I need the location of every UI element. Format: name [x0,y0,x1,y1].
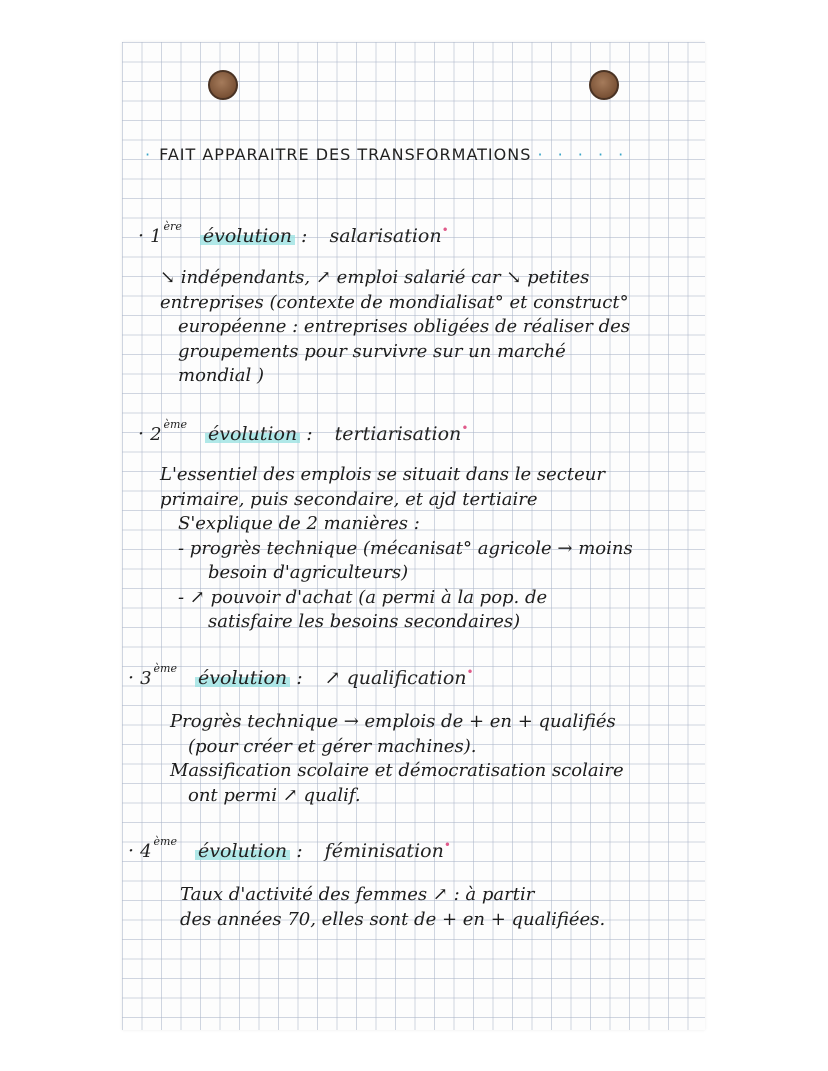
section-2-heading [138,418,468,445]
section-2-body [160,463,633,635]
body-line: L'essentiel des emplois se situait dans le secteur [160,464,605,485]
body-line: primaire, puis secondaire, et ajd tertiaire [160,488,538,510]
body-line: Taux d'activité des femmes ↗ : à partir [180,884,535,905]
section-label: évolution [195,667,290,689]
section-colon: : [296,840,303,862]
section-sup: ème [153,835,177,848]
body-line: ↘ indépendants, ↗ emploi salarié car ↘ petites [160,267,590,288]
section-label: évolution [195,840,290,862]
body-line: ont permi ↗ qualif. [188,784,361,806]
section-topic: tertiarisation [334,423,462,445]
section-sup: ème [153,662,177,675]
section-number: 1 [150,226,162,247]
section-topic: ↗ qualification [324,667,467,689]
body-line: Progrès technique → emplois de + en + qualifiés [170,711,616,732]
binder-hole-right [589,70,619,100]
section-4-body [180,883,605,932]
section-topic: salarisation [329,225,442,247]
title-bullet: · [145,145,152,164]
section-number: 4 [140,841,152,862]
body-line: satisfaire les besoins secondaires) [208,611,521,632]
body-line: entreprises (contexte de mondialisat° et construct° [160,291,629,313]
section-bullet: · [138,225,145,247]
section-1-heading [138,220,449,247]
title-dots: · · · · · [537,145,629,164]
pink-mark: • [461,421,469,435]
section-label: évolution [205,423,300,445]
body-line: européenne : entreprises obligées de réaliser des [178,316,631,337]
section-3-heading [128,662,474,689]
pink-mark: • [443,838,451,852]
body-line: des années 70, elles sont de + en + qualifiées. [180,908,606,930]
binder-hole-left [208,70,238,100]
section-bullet: · [128,840,135,862]
section-3-body [170,710,624,808]
body-line: - progrès technique (mécanisat° agricole → moins [178,537,633,559]
section-bullet: · [128,667,135,689]
body-line: groupements pour survivre sur un marché [178,340,566,362]
section-sup: ère [163,220,182,233]
section-number: 2 [150,424,162,445]
pink-mark: • [466,665,474,679]
body-line: Massification scolaire et démocratisation scolaire [170,760,624,781]
body-line: mondial ) [178,365,265,386]
section-4-heading [128,835,451,862]
body-line: (pour créer et gérer machines). [188,735,477,757]
section-colon: : [296,667,303,689]
page-title [145,145,705,164]
section-label: évolution [200,225,295,247]
title-text: FAIT APPARAITRE DES TRANSFORMATIONS [159,145,532,164]
section-topic: féminisation [324,840,444,862]
section-colon: : [301,225,308,247]
pink-mark: • [441,223,449,237]
section-colon: : [306,423,313,445]
section-bullet: · [138,423,145,445]
body-line: S'explique de 2 manières : [178,513,420,534]
body-line: besoin d'agriculteurs) [208,562,409,583]
section-number: 3 [140,668,152,689]
section-sup: ème [163,418,187,431]
body-line: - ↗ pouvoir d'achat (a permi à la pop. de [178,586,548,608]
section-1-body [160,266,630,389]
